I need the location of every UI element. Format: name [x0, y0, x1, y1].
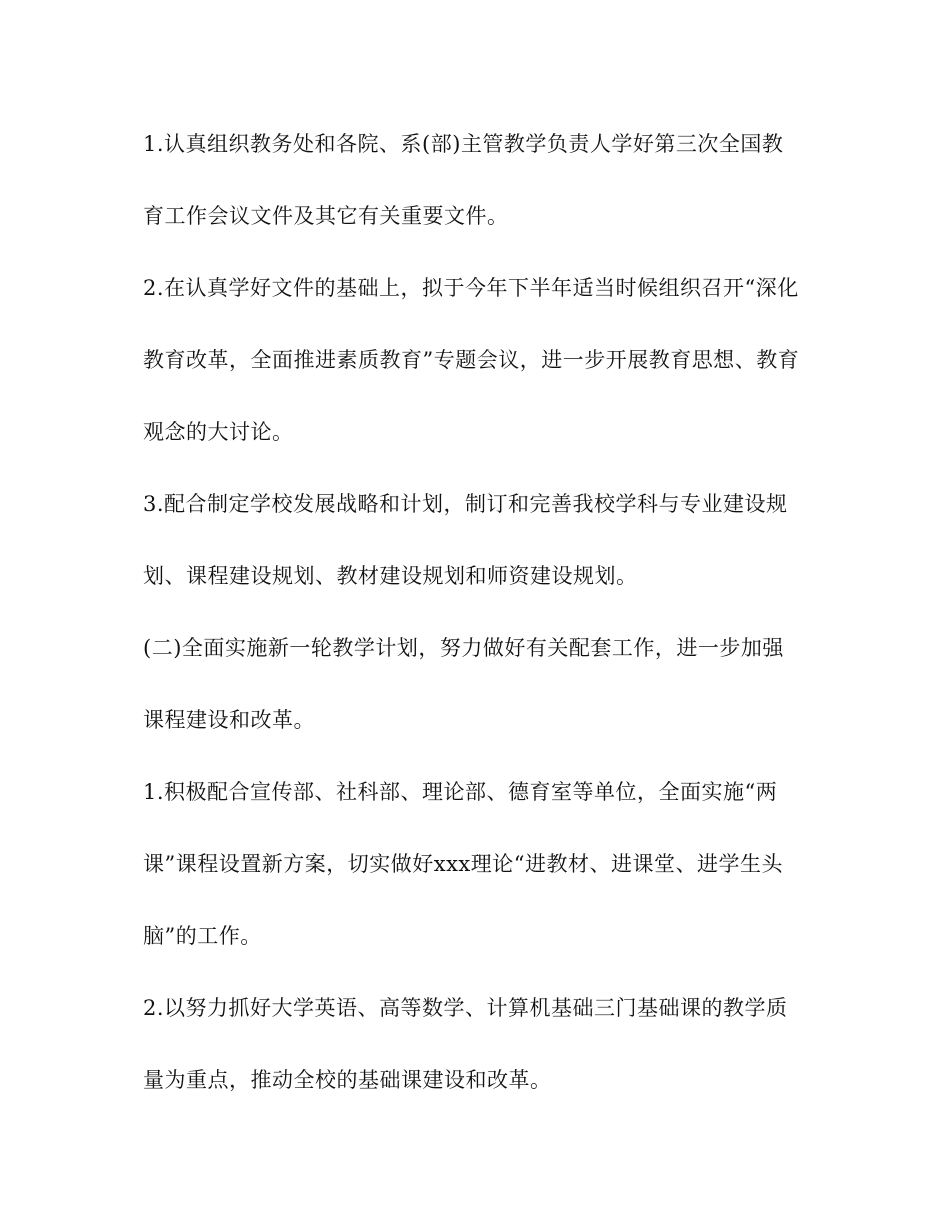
section-heading: (二)全面实施新一轮教学计划，努力做好有关配套工作，进一步加强: [143, 636, 784, 660]
text-line: 观念的大讨论。: [143, 420, 294, 444]
text-line: 脑”的工作。: [143, 924, 262, 948]
text-line: 课”课程设置新方案，切实做好xxx理论“进教材、进课堂、进学生头: [143, 852, 783, 876]
text-line: 2.在认真学好文件的基础上，拟于今年下半年适当时候组织召开“深化: [143, 276, 799, 300]
text-line: 1.认真组织教务处和各院、系(部)主管教学负责人学好第三次全国教: [143, 132, 784, 156]
text-line: 教育改革，全面推进素质教育”专题会议，进一步开展教育思想、教育: [143, 348, 800, 372]
text-line: 育工作会议文件及其它有关重要文件。: [143, 204, 509, 228]
text-line: 2.以努力抓好大学英语、高等数学、计算机基础三门基础课的教学质: [143, 996, 788, 1020]
text-line: 3.配合制定学校发展战略和计划，制订和完善我校学科与专业建设规: [143, 492, 788, 516]
text-line: 课程建设和改革。: [143, 708, 315, 732]
text-line: 量为重点，推动全校的基础课建设和改革。: [143, 1068, 552, 1092]
text-line: 1.积极配合宣传部、社科部、理论部、德育室等单位，全面实施“两: [143, 780, 778, 804]
text-line: 划、课程建设规划、教材建设规划和师资建设规划。: [143, 564, 638, 588]
